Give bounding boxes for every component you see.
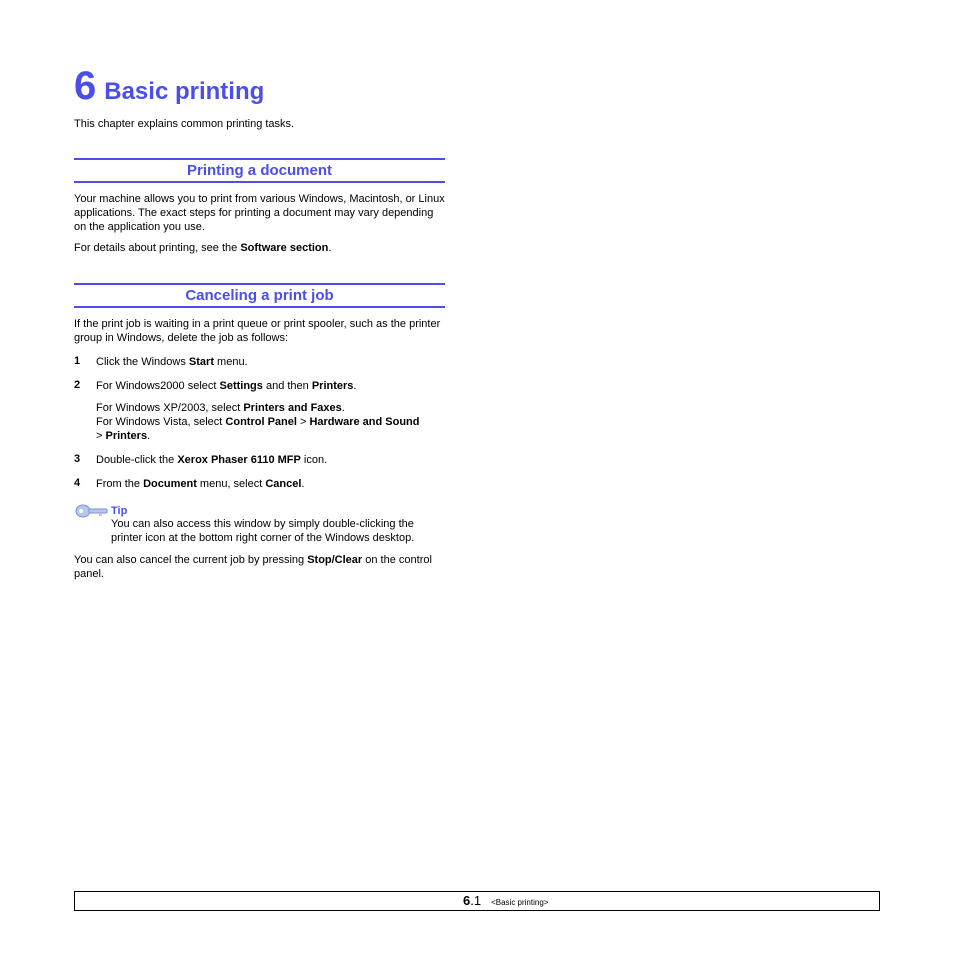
- footer-chapter-label: <Basic printing>: [491, 898, 549, 907]
- details-text: For details about printing, see the: [74, 242, 241, 254]
- step-text: and then: [262, 380, 312, 392]
- step-text: menu.: [213, 356, 248, 368]
- stop-clear-ref: Stop/Clear: [307, 554, 363, 566]
- step-bold: Printers and Faxes: [243, 402, 342, 414]
- closing-paragraph: [74, 553, 446, 581]
- section1-paragraph: Your machine allows you to print from various Windows, Macintosh, or Linux applications. The exact steps for printing a document may vary depending on the application you use.: [74, 193, 445, 233]
- step-number: 1: [74, 355, 81, 367]
- chapter-intro: This chapter explains common printing tasks.: [74, 118, 295, 130]
- chapter-number: 6: [74, 64, 97, 108]
- step-2-xp: [96, 401, 456, 415]
- step-text: menu, select: [196, 478, 266, 490]
- tip-label: Tip: [111, 505, 128, 517]
- step-bold: Hardware and Sound: [309, 416, 420, 428]
- step-text: .: [147, 430, 151, 442]
- step-3-text: [96, 453, 456, 467]
- step-number: 4: [74, 477, 81, 489]
- step-text: .: [341, 402, 345, 414]
- details-period: .: [328, 242, 332, 254]
- tip-text: You can also access this window by simply double-clicking the printer icon at the bottom right corner of the Windows desktop.: [111, 518, 415, 544]
- tip-key-icon: [75, 503, 109, 524]
- section-heading-printing: Printing a document: [74, 158, 445, 183]
- section-heading-canceling: Canceling a print job: [74, 283, 445, 308]
- step-text: From the: [96, 478, 144, 490]
- step-text: For Windows XP/2003, select: [96, 402, 244, 414]
- chapter-heading: [74, 64, 264, 108]
- footer-chapter: 6: [463, 893, 471, 908]
- footer-page: .1: [470, 893, 482, 908]
- software-section-ref: Software section: [240, 242, 329, 254]
- step-text: icon.: [300, 454, 328, 466]
- closing-text: You can also cancel the current job by pressing: [74, 554, 308, 566]
- page-number: [463, 893, 481, 908]
- chapter-title: Basic printing: [104, 78, 265, 105]
- closing-text: on the control panel.: [74, 554, 432, 580]
- section2-intro: If the print job is waiting in a print queue or print spooler, such as the printer group in Windows, delete the job as follows:: [74, 318, 441, 344]
- step-bold: Printers: [311, 380, 354, 392]
- step-text: For Windows2000 select: [96, 380, 220, 392]
- step-bold: Xerox Phaser 6110 MFP: [177, 454, 301, 466]
- step-bold: Cancel: [265, 478, 302, 490]
- step-text: >: [296, 416, 310, 428]
- step-text: For Windows Vista, select: [96, 416, 226, 428]
- step-text: >: [96, 430, 106, 442]
- step-text: .: [353, 380, 357, 392]
- step-text: Click the Windows: [96, 356, 189, 368]
- step-bold: Document: [143, 478, 197, 490]
- section1-details: [74, 241, 331, 255]
- step-bold: Start: [188, 356, 214, 368]
- step-1-text: [96, 355, 456, 369]
- step-2-vista: [96, 415, 456, 443]
- step-text: .: [301, 478, 305, 490]
- step-number: 3: [74, 453, 81, 465]
- step-bold: Printers: [105, 430, 148, 442]
- page-footer: [74, 891, 880, 911]
- step-text: Double-click the: [96, 454, 178, 466]
- step-bold: Settings: [219, 380, 263, 392]
- step-4-text: [96, 477, 456, 491]
- step-number: 2: [74, 379, 81, 391]
- step-bold: Control Panel: [225, 416, 297, 428]
- step-2-text: [96, 379, 456, 393]
